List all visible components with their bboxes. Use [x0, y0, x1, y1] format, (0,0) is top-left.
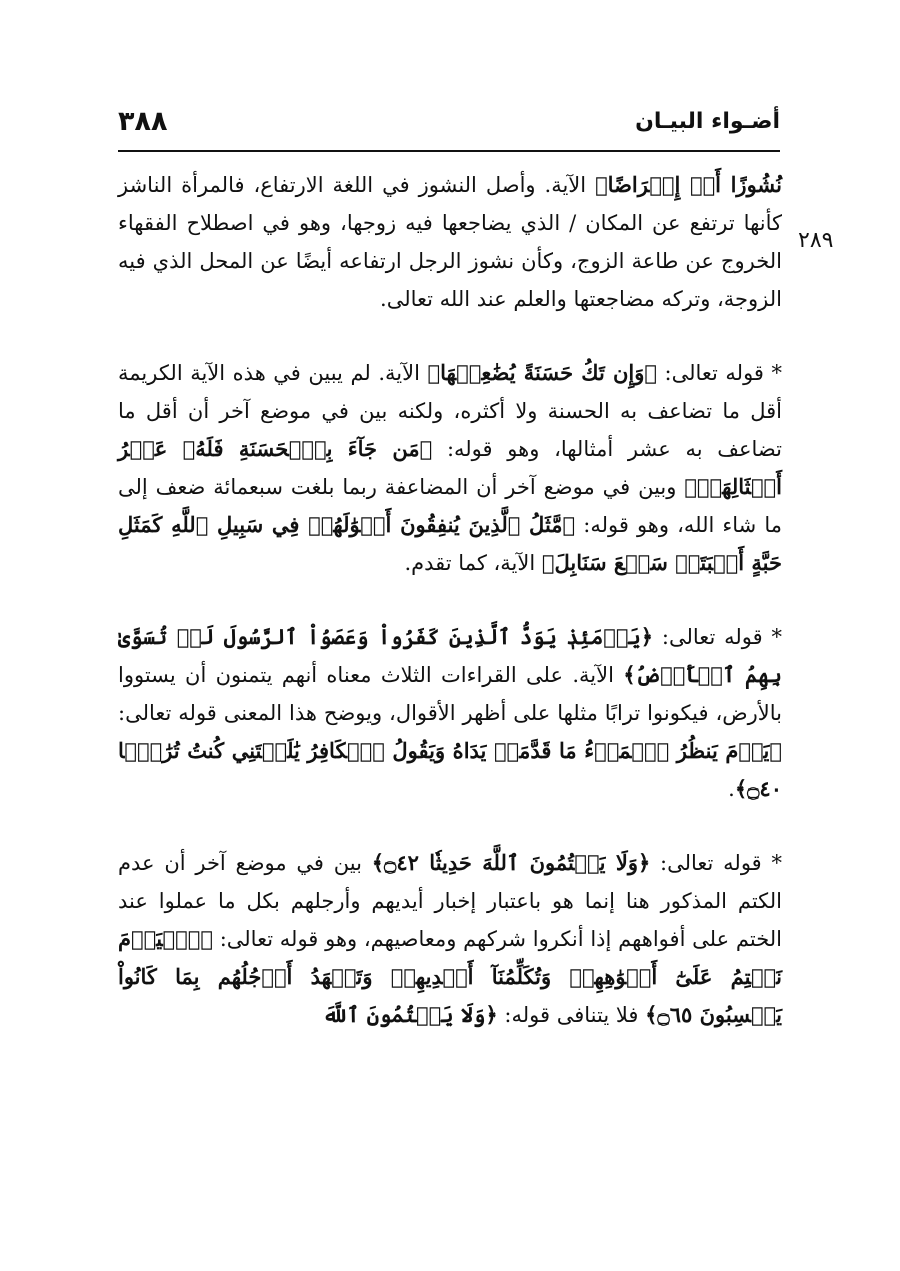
text-segment: فلا يتنافى قوله:: [497, 1003, 646, 1027]
quran-quote: نُشُوزًا أَوۡ إِعۡرَاضًا﴾: [595, 172, 783, 197]
quran-quote: ﴿ٱلۡيَوۡمَ نَخۡتِمُ عَلَىٰٓ أَفۡوَٰهِهِمۡ وَتُكَلِّمُنَآ أَيۡدِيهِمۡ وَتَشۡهَدُ أَرۡجُلُهُم بِمَا كَانُواْ يَكۡسِبُونَ ۝٦٥﴾: [118, 926, 782, 1027]
paragraph: [118, 354, 782, 582]
text-segment: بين في موضع آخر أن عدم الكتم المذكور هنا إنما هو باعتبار إخبار أيديهم وأرجلهم بكل ما عملوا عند الختم على أفواههم إذا أنكروا شركهم ومعاصيهم، وهو قوله تعالى:: [118, 851, 782, 951]
body-text: [118, 166, 782, 1034]
quran-quote: ﴿وَلَا يَكۡتُمُونَ ٱللَّهَ حَدِيثٗا ۝٤٢﴾: [371, 850, 651, 875]
text-segment: الآية. لم يبين في هذه الآية الكريمة أقل ما تضاعف به الحسنة ولا أكثره، ولكنه بين في موضع آخر أن أقل ما تضاعف به عشر أمثالها، وهو قوله:: [118, 361, 782, 461]
quran-quote: ﴿وَإِن تَكُ حَسَنَةً يُضَٰعِفۡهَا﴾: [427, 360, 657, 385]
quran-quote: ﴿يَوۡمَئِذٖ يَوَدُّ ٱلَّذِينَ كَفَرُواْ وَعَصَوُاْ ٱلرَّسُولَ لَوۡ تُسَوَّىٰ بِهِمُ ٱلۡأَرۡضُ﴾: [118, 624, 782, 687]
margin-page-reference: ٢٨٩: [798, 228, 834, 253]
text-segment: الآية. على القراءات الثلاث معناه أنهم يتمنون أن يستووا بالأرض، فيكونوا ترابًا مثلها على أظهر الأقوال، ويوضح هذا المعنى قوله تعالى:: [118, 663, 782, 725]
page-header: [118, 100, 780, 152]
running-title: أضـواء البيـان: [635, 109, 780, 134]
text-segment: .: [728, 777, 735, 801]
text-segment: الآية، كما تقدم.: [404, 551, 542, 575]
text-segment: * قوله تعالى:: [650, 851, 782, 875]
paragraph: [118, 844, 782, 1034]
paragraph: [118, 166, 782, 318]
quran-quote: ﴿مَّثَلُ ٱلَّذِينَ يُنفِقُونَ أَمۡوَٰلَهُمۡ فِي سَبِيلِ ٱللَّهِ كَمَثَلِ حَبَّةٍ أَنۢبَتَتۡ سَبۡعَ سَنَابِلَ﴾: [118, 512, 782, 575]
quran-quote: ﴿وَلَا يَكۡتُمُونَ ٱللَّهَ: [322, 1002, 498, 1027]
text-segment: وبين في موضع آخر أن المضاعفة ربما بلغت سبعمائة ضعف إلى ما شاء الله، وهو قوله:: [118, 475, 782, 537]
quran-quote: ﴿يَوۡمَ يَنظُرُ ٱلۡمَرۡءُ مَا قَدَّمَتۡ يَدَاهُ وَيَقُولُ ٱلۡكَافِرُ يَٰلَيۡتَنِي كُنتُ تُرَٰبَۢا ۝٤٠﴾: [118, 738, 782, 801]
text-segment: * قوله تعالى:: [656, 361, 782, 385]
paragraph: [118, 618, 782, 808]
page-number: ٣٨٨: [118, 106, 168, 137]
text-segment: * قوله تعالى:: [653, 625, 783, 649]
quran-quote: ﴿مَن جَآءَ بِٱلۡحَسَنَةِ فَلَهُۥ عَشۡرُ أَمۡثَالِهَاۖ﴾: [118, 436, 782, 499]
text-segment: الآية. وأصل النشوز في اللغة الارتفاع، فالمرأة الناشز كأنها ترتفع عن المكان / الذي يضاجعها فيه زوجها، وهو في اصطلاح الفقهاء الخروج عن طاعة الزوج، وكأن نشوز الرجل ارتفاعه أيضًا عن المحل الذي فيه الزوجة، وتركه مضاجعتها والعلم عند الله تعالى.: [118, 173, 782, 311]
